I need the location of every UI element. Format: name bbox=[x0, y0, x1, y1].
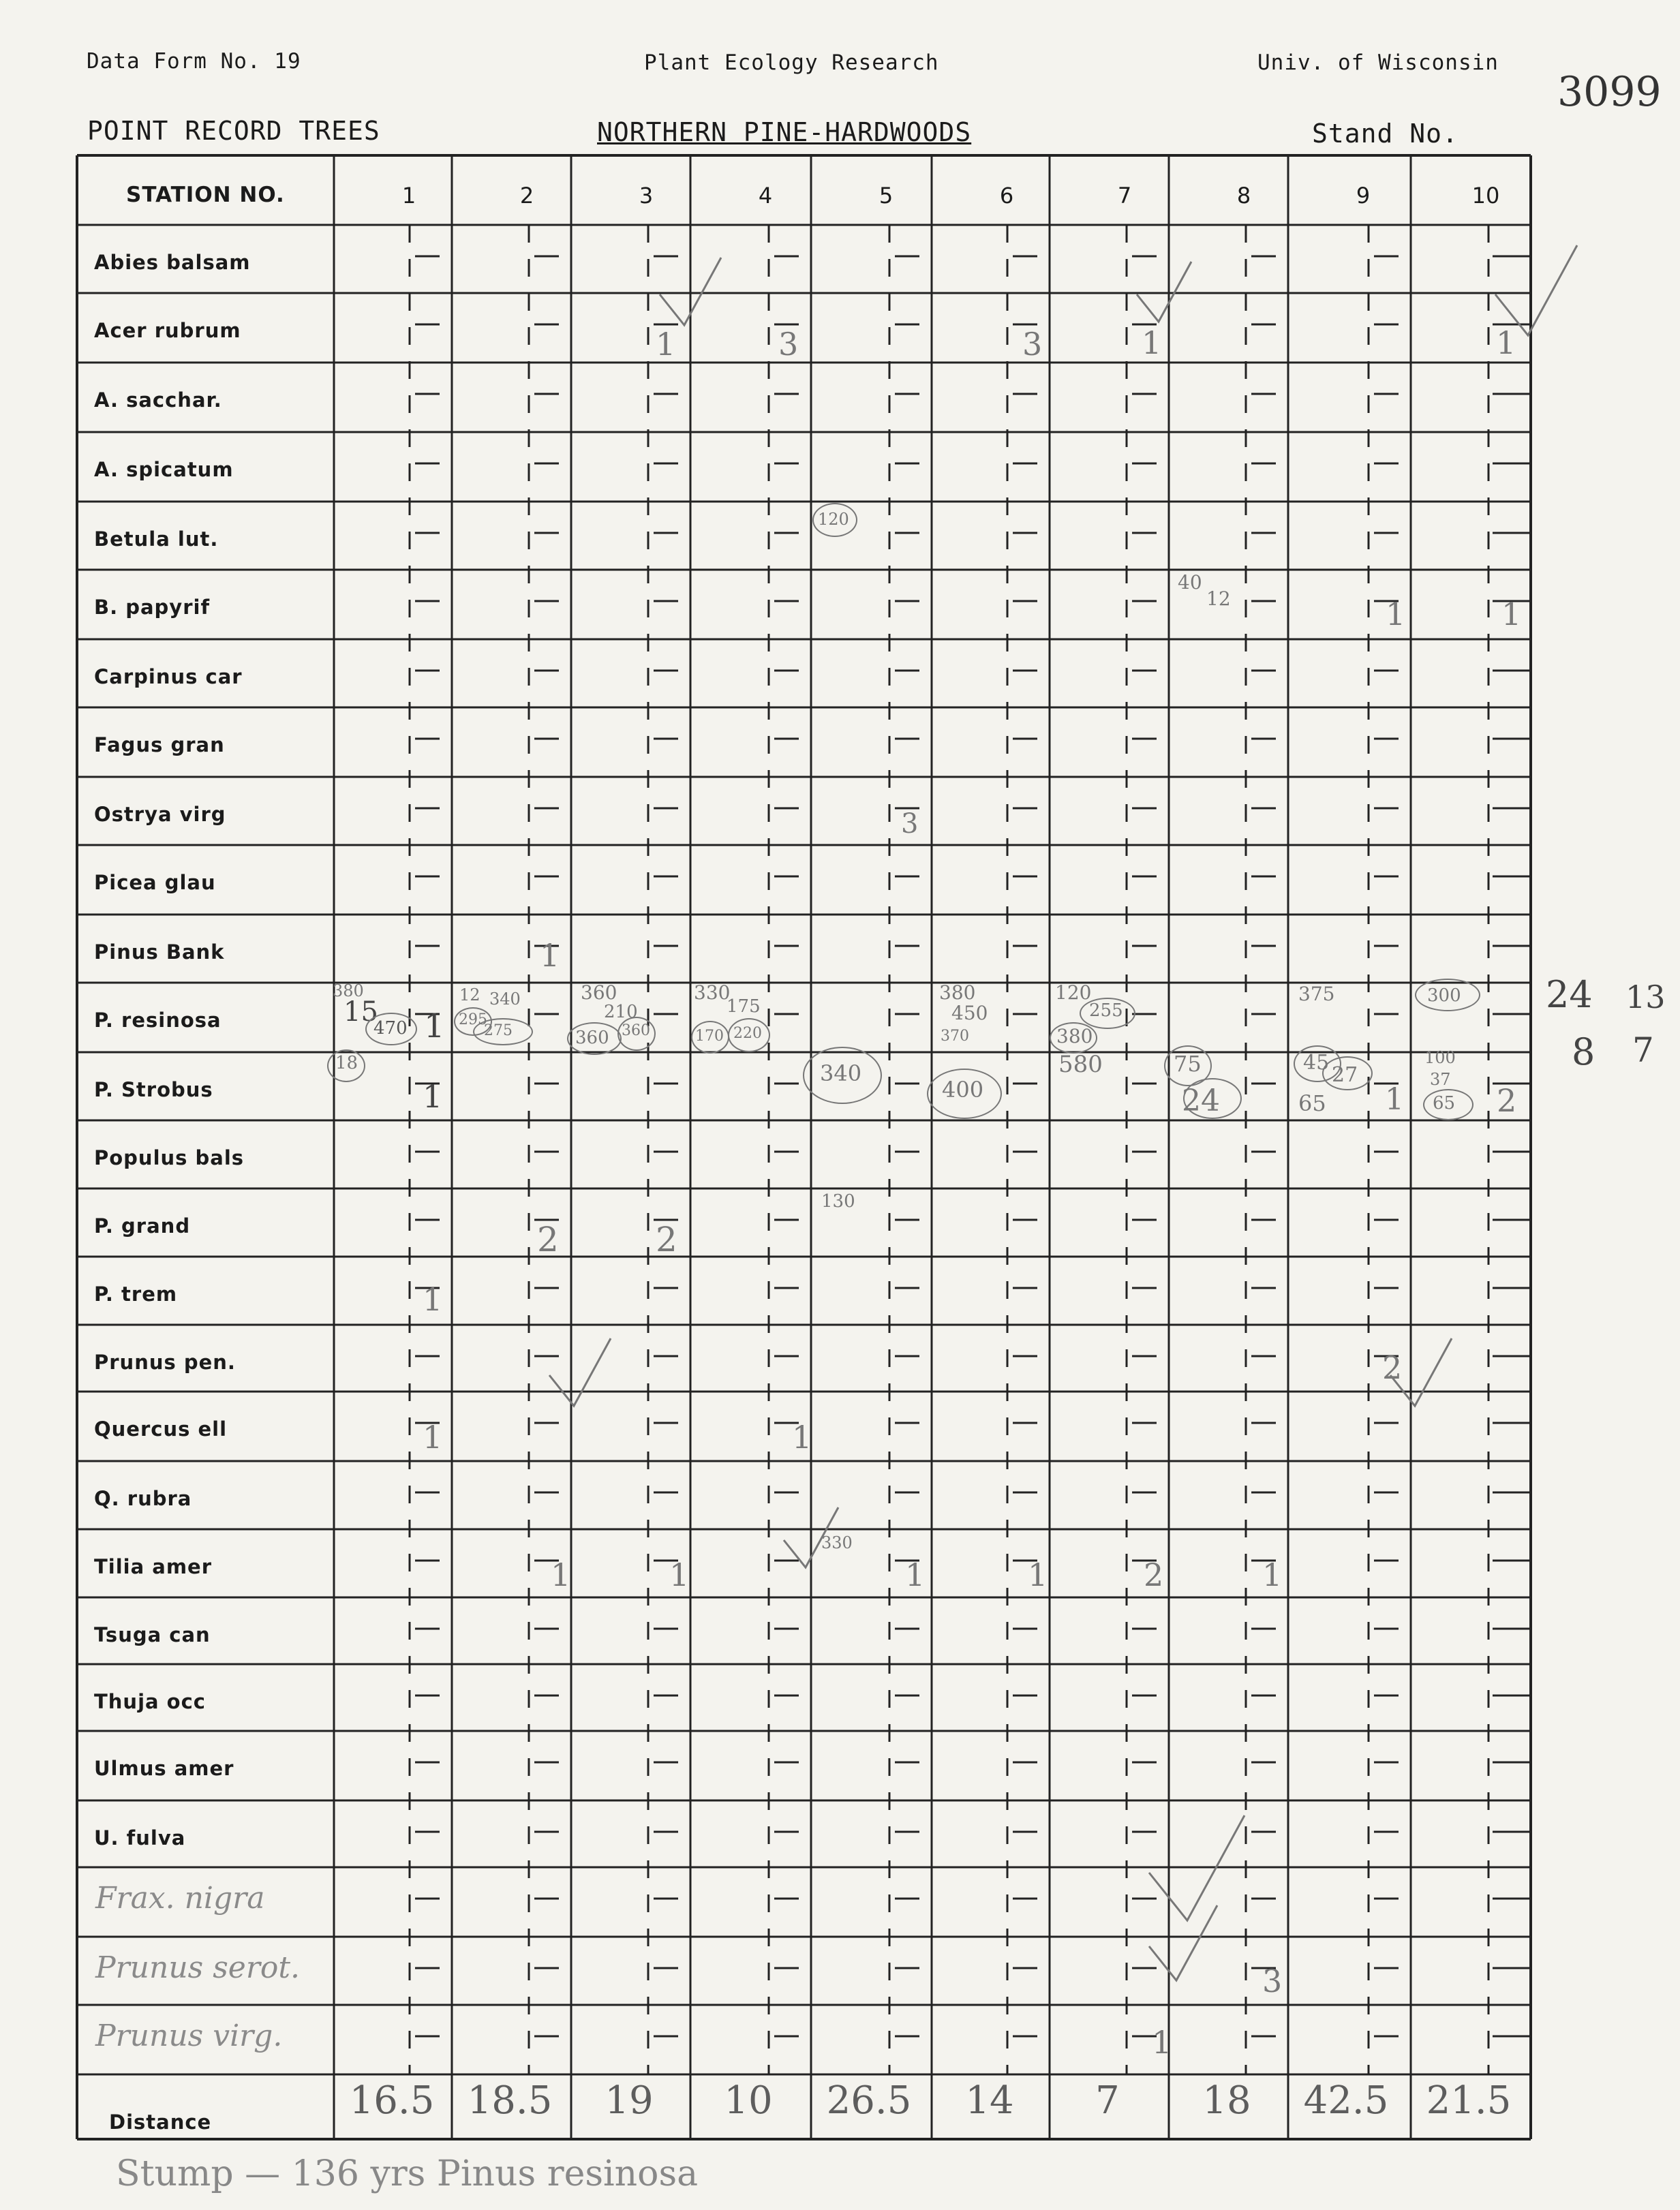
distance-value: 16.5 bbox=[349, 2078, 435, 2123]
species-label: Populus bals bbox=[94, 1146, 245, 1169]
check-mark bbox=[1495, 245, 1577, 335]
species-label: Tilia amer bbox=[94, 1555, 213, 1578]
station-10: 10 bbox=[1471, 183, 1500, 209]
org-name: Plant Ecology Research bbox=[644, 50, 939, 75]
species-label: Abies balsam bbox=[94, 251, 251, 274]
station-2: 2 bbox=[519, 183, 534, 209]
quercus-1b: 1 bbox=[792, 1419, 812, 1456]
species-label: A. sacchar. bbox=[94, 388, 222, 412]
distance-value: 18 bbox=[1202, 2078, 1251, 2123]
species-label: Betula lut. bbox=[94, 527, 219, 551]
species-label: Carpinus car bbox=[94, 665, 243, 688]
species-label: Ulmus amer bbox=[94, 1757, 234, 1780]
station-4: 4 bbox=[758, 183, 773, 209]
distance-value: 10 bbox=[724, 2078, 773, 2123]
station-5: 5 bbox=[879, 183, 894, 209]
distance-value: 26.5 bbox=[826, 2078, 912, 2123]
pgrand-2b: 2 bbox=[656, 1220, 677, 1259]
species-label: Q. rubra bbox=[94, 1487, 192, 1510]
species-label: Ostrya virg bbox=[94, 803, 226, 826]
betula-note: 120 bbox=[818, 510, 849, 529]
margin-8: 8 bbox=[1572, 1030, 1595, 1073]
stump-note: Stump — 136 yrs Pinus resinosa bbox=[116, 2153, 699, 2194]
ptrem-note: 1 bbox=[423, 1281, 443, 1318]
species-label: Fagus gran bbox=[94, 733, 225, 756]
station-1: 1 bbox=[401, 183, 416, 209]
ostrya-note: 3 bbox=[901, 808, 919, 840]
species-label: P. trem bbox=[94, 1283, 178, 1306]
distance-value: 14 bbox=[965, 2078, 1014, 2123]
species-label: U. fulva bbox=[94, 1826, 186, 1850]
margin-24: 24 bbox=[1546, 973, 1593, 1016]
species-label: A. spicatum bbox=[94, 458, 234, 481]
species-label: B. papyrif bbox=[94, 596, 211, 619]
distance-value: 21.5 bbox=[1426, 2078, 1512, 2123]
species-label: P. resinosa bbox=[94, 1009, 222, 1032]
forest-type: NORTHERN PINE-HARDWOODS bbox=[597, 117, 972, 147]
handwritten-species-label: Frax. nigra bbox=[95, 1881, 265, 1916]
species-label: Thuja occ bbox=[94, 1690, 206, 1713]
species-label: Pinus Bank bbox=[94, 940, 225, 964]
form-number: Data Form No. 19 bbox=[87, 49, 301, 74]
university-name: Univ. of Wisconsin bbox=[1257, 50, 1499, 75]
form-title: POINT RECORD TREES bbox=[87, 116, 380, 146]
prunus-pen-note: 2 bbox=[1382, 1349, 1403, 1386]
station-3: 3 bbox=[639, 183, 654, 209]
stand-label: Stand No. bbox=[1312, 119, 1458, 149]
species-label: Picea glau bbox=[94, 871, 216, 894]
species-label: P. Strobus bbox=[94, 1078, 213, 1101]
pgrand-130: 130 bbox=[821, 1191, 855, 1212]
handwritten-species-label: Prunus serot. bbox=[95, 1950, 301, 1985]
species-label: Acer rubrum bbox=[94, 319, 241, 342]
prunus-virg-note: 1 bbox=[1152, 2024, 1172, 2061]
species-label: P. grand bbox=[94, 1214, 191, 1238]
prunus-serot-note: 3 bbox=[1262, 1963, 1283, 1999]
margin-13: 13 bbox=[1625, 979, 1666, 1015]
species-label: Quercus ell bbox=[94, 1417, 228, 1441]
stand-number: 3099 bbox=[1557, 68, 1662, 116]
distance-value: 42.5 bbox=[1303, 2078, 1389, 2123]
distance-value: 18.5 bbox=[467, 2078, 553, 2123]
check-mark bbox=[549, 1338, 611, 1406]
station-8: 8 bbox=[1236, 183, 1251, 209]
distance-value: 19 bbox=[605, 2078, 654, 2123]
station-7: 7 bbox=[1117, 183, 1132, 209]
distance-value: 7 bbox=[1095, 2078, 1120, 2123]
pinus-bank-note: 1 bbox=[540, 937, 560, 974]
betula-circle bbox=[812, 503, 857, 537]
species-label: Prunus pen. bbox=[94, 1351, 236, 1374]
pgrand-2a: 2 bbox=[537, 1220, 559, 1259]
station-9: 9 bbox=[1356, 183, 1371, 209]
handwritten-species-label: Prunus virg. bbox=[95, 2019, 283, 2053]
species-label: Tsuga can bbox=[94, 1623, 211, 1646]
station-6: 6 bbox=[999, 183, 1014, 209]
station-no-label: STATION NO. bbox=[126, 183, 285, 207]
quercus-1a: 1 bbox=[423, 1419, 443, 1456]
distance-label: Distance bbox=[109, 2111, 212, 2134]
margin-7: 7 bbox=[1632, 1030, 1654, 1070]
check-mark bbox=[1137, 262, 1191, 322]
